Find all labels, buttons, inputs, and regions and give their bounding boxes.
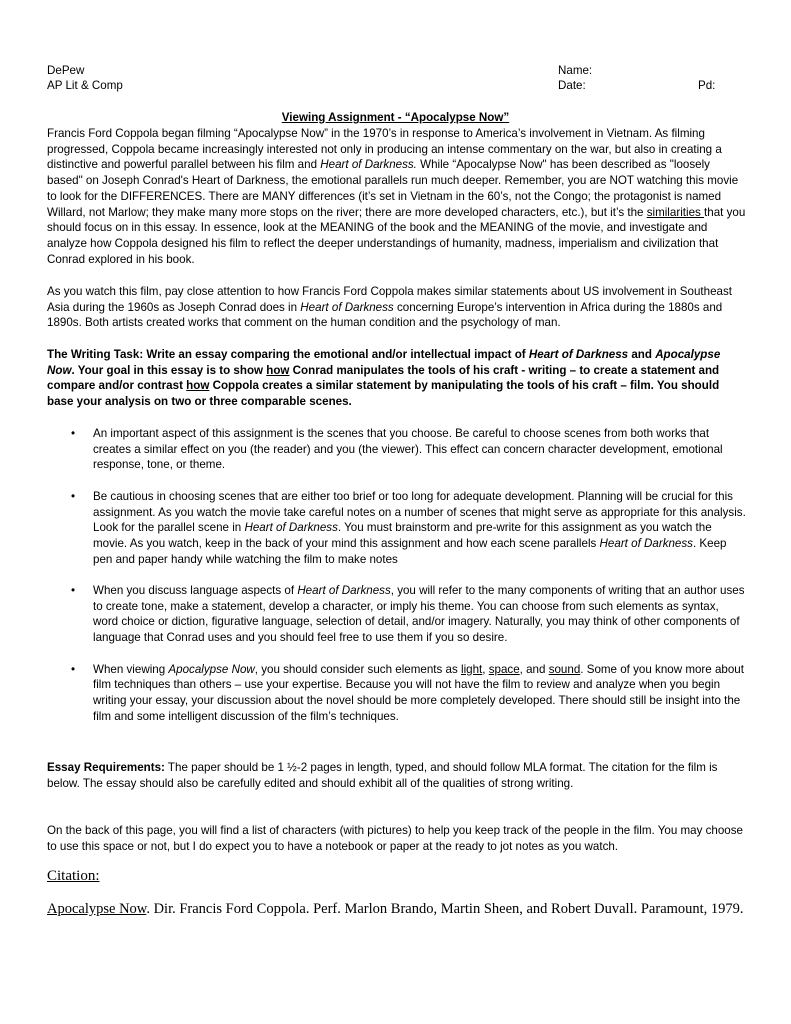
intro-text-1: Francis Ford Coppola began filming “Apocalypse Now” in the 1970’s in response to America’s involvement in Vietnam. As filming progressed, Coppola became increasingly interested not only in producing an intense commentary on the war, but also in creating a distinctive and powerful parallel between his film and — [47, 127, 722, 172]
citation-heading: Citation: — [47, 868, 100, 884]
back-note: On the back of this page, you will find a list of characters (with pictures) to help you keep track of the people in the film. You may choose to use this space or not, but I do expect you to have a notebook or paper at the ready to jot notes as you watch. — [47, 824, 743, 853]
list-item — [47, 583, 747, 646]
bullet-glyph: • — [71, 662, 76, 676]
task-text-3: Conrad manipulates the tools of his craft - writing – to create a statement and compare and/or contrast — [47, 363, 720, 393]
list-item — [47, 662, 747, 725]
watch-text-1: As you watch this film, pay close attention to how Francis Ford Coppola makes similar statements about US involvement in Southeast Asia during the 1960s as Joseph Conrad does in — [47, 285, 732, 314]
bullet-2-text-3: . Keep pen and paper handy while watching the film to make notes — [93, 536, 727, 566]
citation-film-title: Apocalypse Now — [47, 901, 147, 917]
list-item — [47, 489, 747, 568]
bullet-4-space: space — [488, 662, 520, 676]
bullet-2-hod-2: Heart of Darkness — [599, 536, 693, 550]
essay-requirements — [47, 760, 747, 791]
watch-hod: Heart of Darkness — [300, 300, 394, 314]
bullet-4-text-3: . Some of you know more about film techniques than others – use your expertise. Because you will not have the film to review and analyze when you begin writing your essay, your discussion about the novel should be more completely developed. There should still be insight into the film and some intelligent discussion of the film’s techniques. — [93, 662, 744, 723]
intro-paragraph — [47, 126, 747, 267]
guidelines-list — [47, 426, 747, 740]
task-text-4: Coppola creates a similar statement by manipulating the tools of his craft – film. You should base your analysis on two or three comparable scenes. — [47, 379, 720, 409]
bullet-2-text-1: Be cautious in choosing scenes that are either too brief or too long for adequate development. Planning will be crucial for this assignment. As you watch the movie take careful notes on a number of scenes that might serve as appropriate for this analysis. Look for the parallel scene in — [93, 489, 746, 535]
name-label: Name: — [558, 64, 593, 77]
bullet-4-sound: sound — [548, 662, 581, 676]
list-item — [47, 426, 747, 473]
teacher-name: DePew — [47, 64, 85, 77]
bullet-3-text-1: When you discuss language aspects of — [93, 584, 298, 597]
bullet-2-text-2: . You must brainstorm and pre-write for this assignment as you watch the movie. As you watch, keep in the back of your mind this assignment and how each scene parallels — [93, 521, 712, 550]
intro-hod: Heart of Darkness. — [320, 158, 417, 172]
bullet-4-text-2: , you should consider such elements as — [254, 662, 461, 676]
bullet-glyph: • — [71, 427, 76, 440]
date-label: Date: — [558, 79, 586, 92]
citation-details: . Dir. Francis Ford Coppola. Perf. Marlon Brando, Martin Sheen, and Robert Duvall. Paramount, 1979. — [146, 901, 744, 917]
task-how-2: how — [186, 379, 210, 393]
bullet-2-hod-1: Heart of Darkness — [244, 521, 338, 535]
task-text-2: . Your goal in this essay is to show — [71, 363, 267, 377]
task-hod: Heart of Darkness — [528, 348, 629, 361]
bullet-4-light: light — [461, 662, 483, 676]
course-name: AP Lit & Comp — [47, 79, 123, 92]
bullet-4-comma: , — [482, 662, 489, 676]
intro-similarities: similarities — [646, 205, 705, 219]
intro-text-3: that you should focus on in this essay. In essence, look at the MEANING of the book and the MEANING of the movie, and investigate and analyze how Coppola designed his film to reflect the deeper understandings of humanity, madness, imperialism and civilization that Conrad explored in his book. — [47, 205, 746, 266]
period-label: Pd: — [698, 79, 716, 92]
bullet-glyph: • — [71, 584, 76, 597]
citation-entry — [47, 902, 744, 918]
requirements-text: The paper should be 1 ½-2 pages in length, typed, and should follow MLA format. The citation for the film is below. The essay should also be carefully edited and should exhibit all of the qualities of strong writing. — [47, 761, 718, 790]
requirements-label: Essay Requirements: — [47, 761, 165, 774]
writing-task — [47, 347, 747, 410]
bullet-1-text: An important aspect of this assignment is the scenes that you choose. Be careful to choose scenes from both works that creates a similar effect on you (the reader) and you (the viewer). This effect can concern character development, emotional response, tone, or theme. — [93, 427, 723, 472]
bullet-4-an: Apocalypse Now — [168, 662, 255, 676]
bullet-3-hod: Heart of Darkness — [297, 584, 391, 597]
task-text-1: The Writing Task: Write an essay comparing the emotional and/or intellectual impact of — [47, 348, 529, 361]
bullet-4-and: , and — [519, 662, 549, 676]
bullet-glyph: • — [71, 489, 76, 503]
intro-text-2: While “Apocalypse Now" has been described as "loosely based" on Joseph Conrad's Heart of Darkness, the emotional parallels run much deeper. Remember, you are NOT watching this movie to look for the DIFFERENCES. There are MANY differences (it’s set in Vietnam in the 60’s, not the Congo; the protagonist is named Willard, not Marlow; they make many more stops on the river; there are more developed characters, etc.), but it’s the — [47, 158, 739, 219]
watch-paragraph — [47, 284, 747, 331]
bullet-4-text-1: When viewing — [93, 662, 169, 676]
page-title: Viewing Assignment - “Apocalypse Now” — [281, 111, 510, 124]
task-how-1: how — [266, 363, 290, 377]
task-an: Apocalypse Now — [47, 348, 721, 377]
task-and: and — [628, 348, 656, 361]
watch-text-2: concerning Europe’s intervention in Africa during the 1880s and 1890s. Both artists created works that comment on the human condition and the psychology of man. — [47, 300, 723, 330]
bullet-3-text-2: , you will refer to the many components of writing that an author uses to create tone, make a statement, develop a character, or imply his theme. You can choose from such elements as syntax, word choice or diction, figurative language, selection of detail, and/or imagery. Naturally, you may think of other components of language that Conrad uses and you should feel free to use them if you so desire. — [93, 584, 745, 645]
